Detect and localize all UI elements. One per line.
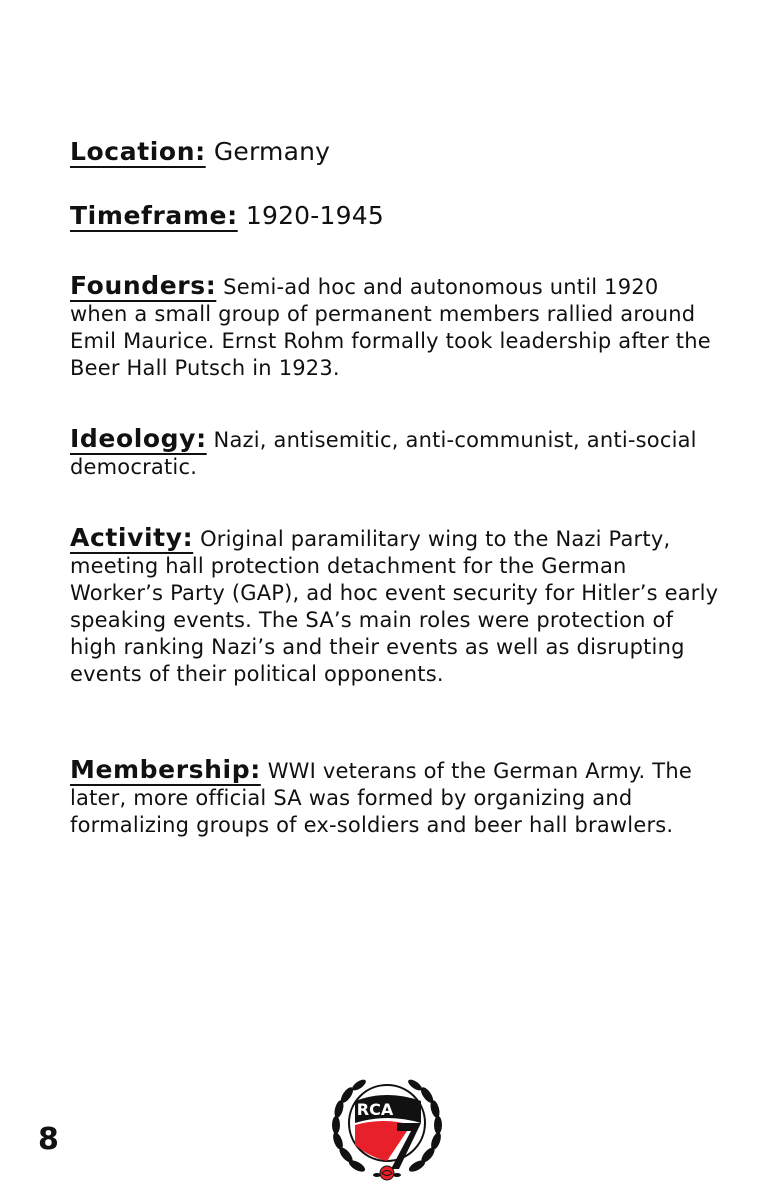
- page-number: 8: [38, 1122, 59, 1157]
- timeframe-label: Timeframe:: [70, 201, 238, 230]
- ideology-label: Ideology:: [70, 424, 207, 453]
- founders-label: Founders:: [70, 271, 217, 300]
- activity-label: Activity:: [70, 523, 194, 552]
- activity-value: Original paramilitary wing to the Nazi Party, meeting hall protection detachment for the German Worker’s Party (GAP), ad hoc event security for Hitler’s early speaking events. The SA’s main roles were protection of high ranking Nazi’s and their events as well as disrupting events of their political opponents.: [70, 527, 719, 686]
- logo-text: RCA: [356, 1100, 394, 1119]
- founders-value: Semi-ad hoc and autonomous until 1920 when a small group of permanent members rallied around Emil Maurice. Ernst Rohm formally took leadership after the Beer Hall Putsch in 1923.: [70, 275, 711, 380]
- timeframe-value: 1920-1945: [237, 201, 384, 230]
- rca-logo: [325, 1065, 449, 1185]
- membership-label: Membership:: [70, 755, 261, 784]
- ideology-entry: [70, 425, 720, 481]
- location-entry: [70, 138, 720, 167]
- location-value: Germany: [205, 137, 331, 166]
- timeframe-entry: [70, 202, 720, 231]
- membership-value: WWI veterans of the German Army. The later, more official SA was formed by organizing and formalizing groups of ex-soldiers and beer hall brawlers.: [70, 759, 692, 837]
- membership-entry: [70, 756, 720, 839]
- location-label: Location:: [70, 137, 206, 166]
- ideology-value: Nazi, antisemitic, anti-communist, anti-social democratic.: [70, 428, 697, 479]
- founders-entry: [70, 272, 720, 382]
- activity-entry: [70, 524, 720, 688]
